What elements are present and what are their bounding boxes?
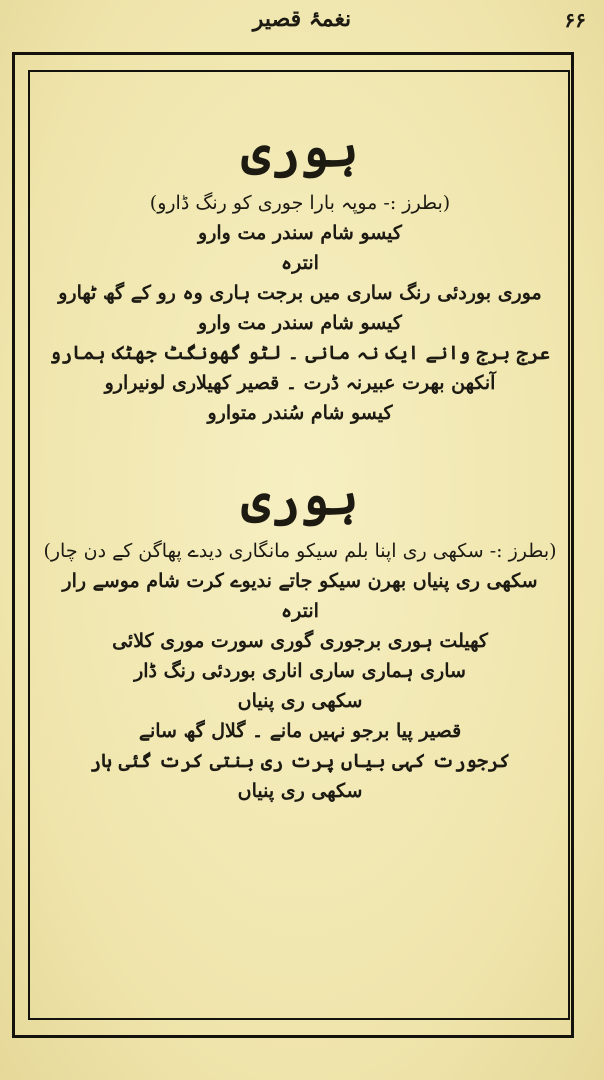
verse-line: کرجورت کہی بیاں پرت ری بنتی کرت گئی ہار — [89, 750, 511, 772]
refrain-line: سکھی ری پنیاں — [237, 690, 363, 712]
verse-line: عرج برج وانے ایک نہ مانی ۔ لٹو گھونگٹ جھٹک ہمارو — [49, 342, 551, 364]
refrain-line: سکھی ری پنیاں — [237, 780, 363, 802]
refrain-line: کیسو شام سندر مت وارو — [198, 312, 402, 334]
verse-line: کھیلت ہوری برجوری گوری سورت موری کلائی — [112, 630, 488, 652]
section-heading: ہوری — [241, 119, 359, 178]
verse-line: قصیر پیا برجو نہیں مانے ۔ گلال گھ سانے — [138, 720, 462, 742]
refrain-line: سکھی ری پنیاں بھرن سیکو جاتے ندیوے کرت شام موسے رار — [62, 570, 538, 592]
poem-section-2 — [40, 458, 560, 806]
antara-label: انترہ — [281, 252, 319, 274]
running-header-title: نغمۂ قصیر — [252, 6, 352, 32]
page-number: ۶۶ — [564, 8, 586, 32]
antara-label: انترہ — [281, 600, 319, 622]
verse-line: ساری ہماری ساری اناری بوردئی رنگ ڈار — [134, 660, 466, 682]
poem-section-1 — [40, 110, 560, 428]
style-note: (بطرز :- سکھی ری اپنا بلم سیکو مانگاری دیدے پھاگن کے دن چار) — [43, 540, 557, 562]
refrain-line: کیسو شام سندر مت وارو — [198, 222, 402, 244]
verse-line: آنکھن بھرت عبیرنہ ڈرت ۔ قصیر کھیلاری لونیرارو — [104, 372, 496, 394]
section-heading: ہوری — [241, 467, 359, 526]
page-content — [40, 110, 560, 806]
style-note: (بطرز :- موپہ بارا جوری کو رنگ ڈارو) — [149, 192, 451, 214]
verse-line: موری بوردئی رنگ ساری میں برجت ہاری وہ رو کے گھ ٹھارو — [58, 282, 542, 304]
refrain-line: کیسو شام سُندر متوارو — [207, 402, 393, 424]
